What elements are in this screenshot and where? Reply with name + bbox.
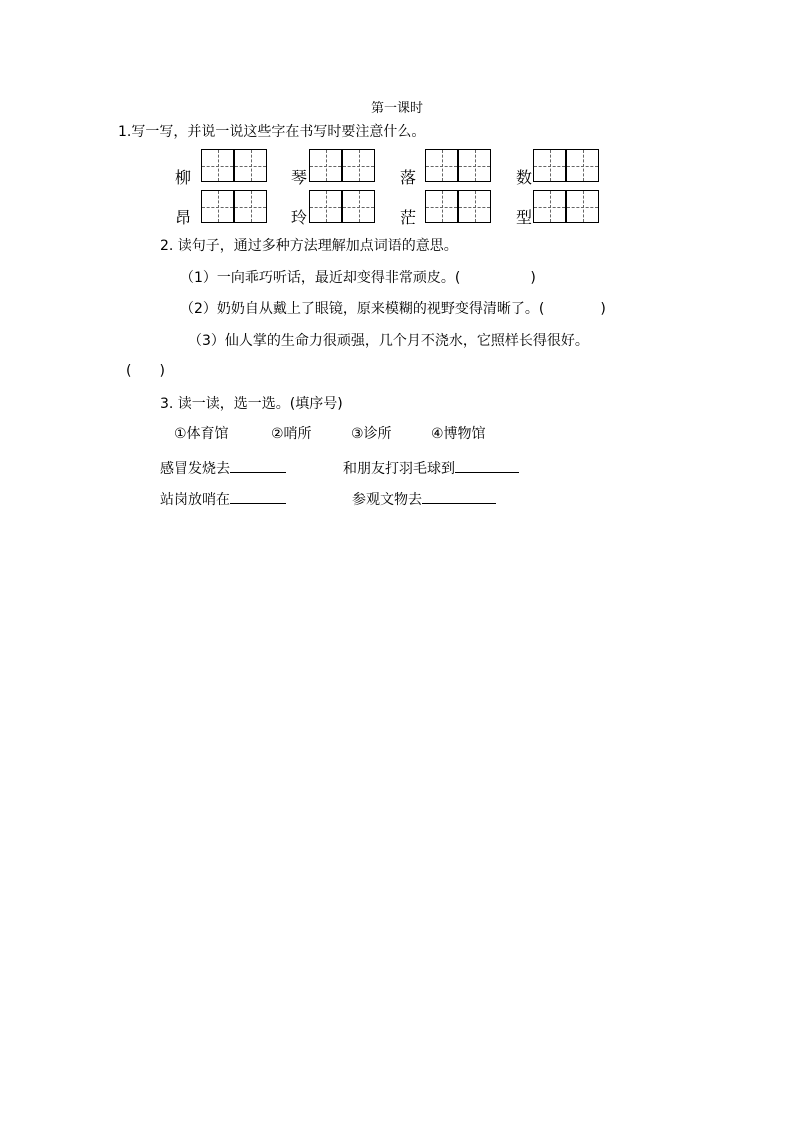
writing-cell[interactable] xyxy=(342,149,375,182)
answer-blank[interactable] xyxy=(230,456,286,473)
page-title: 第一课时 xyxy=(370,101,423,116)
fill-item-label: 参观文物去 xyxy=(352,492,422,508)
question-3-prompt: 3. 读一读，选一选。(填序号) xyxy=(160,396,343,412)
question-1-prompt: 1.写一写，并说一说这些字在书写时要注意什么。 xyxy=(118,124,426,140)
option-3: ③诊所 xyxy=(351,426,392,442)
writing-cell[interactable] xyxy=(342,190,375,223)
fill-item-4 xyxy=(352,487,496,510)
question-2-sentence-2: （2）奶奶自从戴上了眼镜，原来模糊的视野变得清晰了。( ) xyxy=(180,301,606,317)
writing-cell[interactable] xyxy=(458,190,491,223)
writing-cell[interactable] xyxy=(566,190,599,223)
writing-cell[interactable] xyxy=(425,190,458,223)
fill-item-2 xyxy=(343,456,519,479)
fill-item-label: 站岗放哨在 xyxy=(160,492,230,508)
char-label: 玲 xyxy=(291,208,308,227)
char-label: 落 xyxy=(400,168,417,187)
writing-cell[interactable] xyxy=(309,190,342,223)
writing-cell[interactable] xyxy=(201,190,234,223)
writing-cell[interactable] xyxy=(533,149,566,182)
writing-cell[interactable] xyxy=(234,149,267,182)
fill-item-label: 感冒发烧去 xyxy=(160,461,230,477)
question-2-sentence-3: （3）仙人掌的生命力很顽强，几个月不浇水，它照样长得很好。 xyxy=(188,333,589,349)
writing-cell[interactable] xyxy=(201,149,234,182)
option-1: ①体育馆 xyxy=(174,426,229,442)
writing-cell[interactable] xyxy=(458,149,491,182)
char-label: 昂 xyxy=(175,208,192,227)
char-label: 茫 xyxy=(400,208,417,227)
fill-item-3 xyxy=(160,487,286,510)
question-2-sentence-1: （1）一向乖巧听话，最近却变得非常顽皮。( ) xyxy=(180,270,536,286)
fill-item-label: 和朋友打羽毛球到 xyxy=(343,461,455,477)
writing-cell[interactable] xyxy=(309,149,342,182)
writing-cell[interactable] xyxy=(566,149,599,182)
question-2-prompt: 2. 读句子，通过多种方法理解加点词语的意思。 xyxy=(160,238,458,254)
char-label: 型 xyxy=(516,208,533,227)
option-2: ②哨所 xyxy=(271,426,312,442)
char-label: 柳 xyxy=(175,168,192,187)
answer-parentheses[interactable]: ( ) xyxy=(126,363,165,379)
writing-cell[interactable] xyxy=(533,190,566,223)
char-label: 琴 xyxy=(291,168,308,187)
option-4: ④博物馆 xyxy=(431,426,486,442)
answer-blank[interactable] xyxy=(230,487,286,504)
answer-blank[interactable] xyxy=(422,487,496,504)
fill-item-1 xyxy=(160,456,286,479)
writing-cell[interactable] xyxy=(234,190,267,223)
char-label: 数 xyxy=(516,168,533,187)
answer-blank[interactable] xyxy=(455,456,519,473)
writing-cell[interactable] xyxy=(425,149,458,182)
